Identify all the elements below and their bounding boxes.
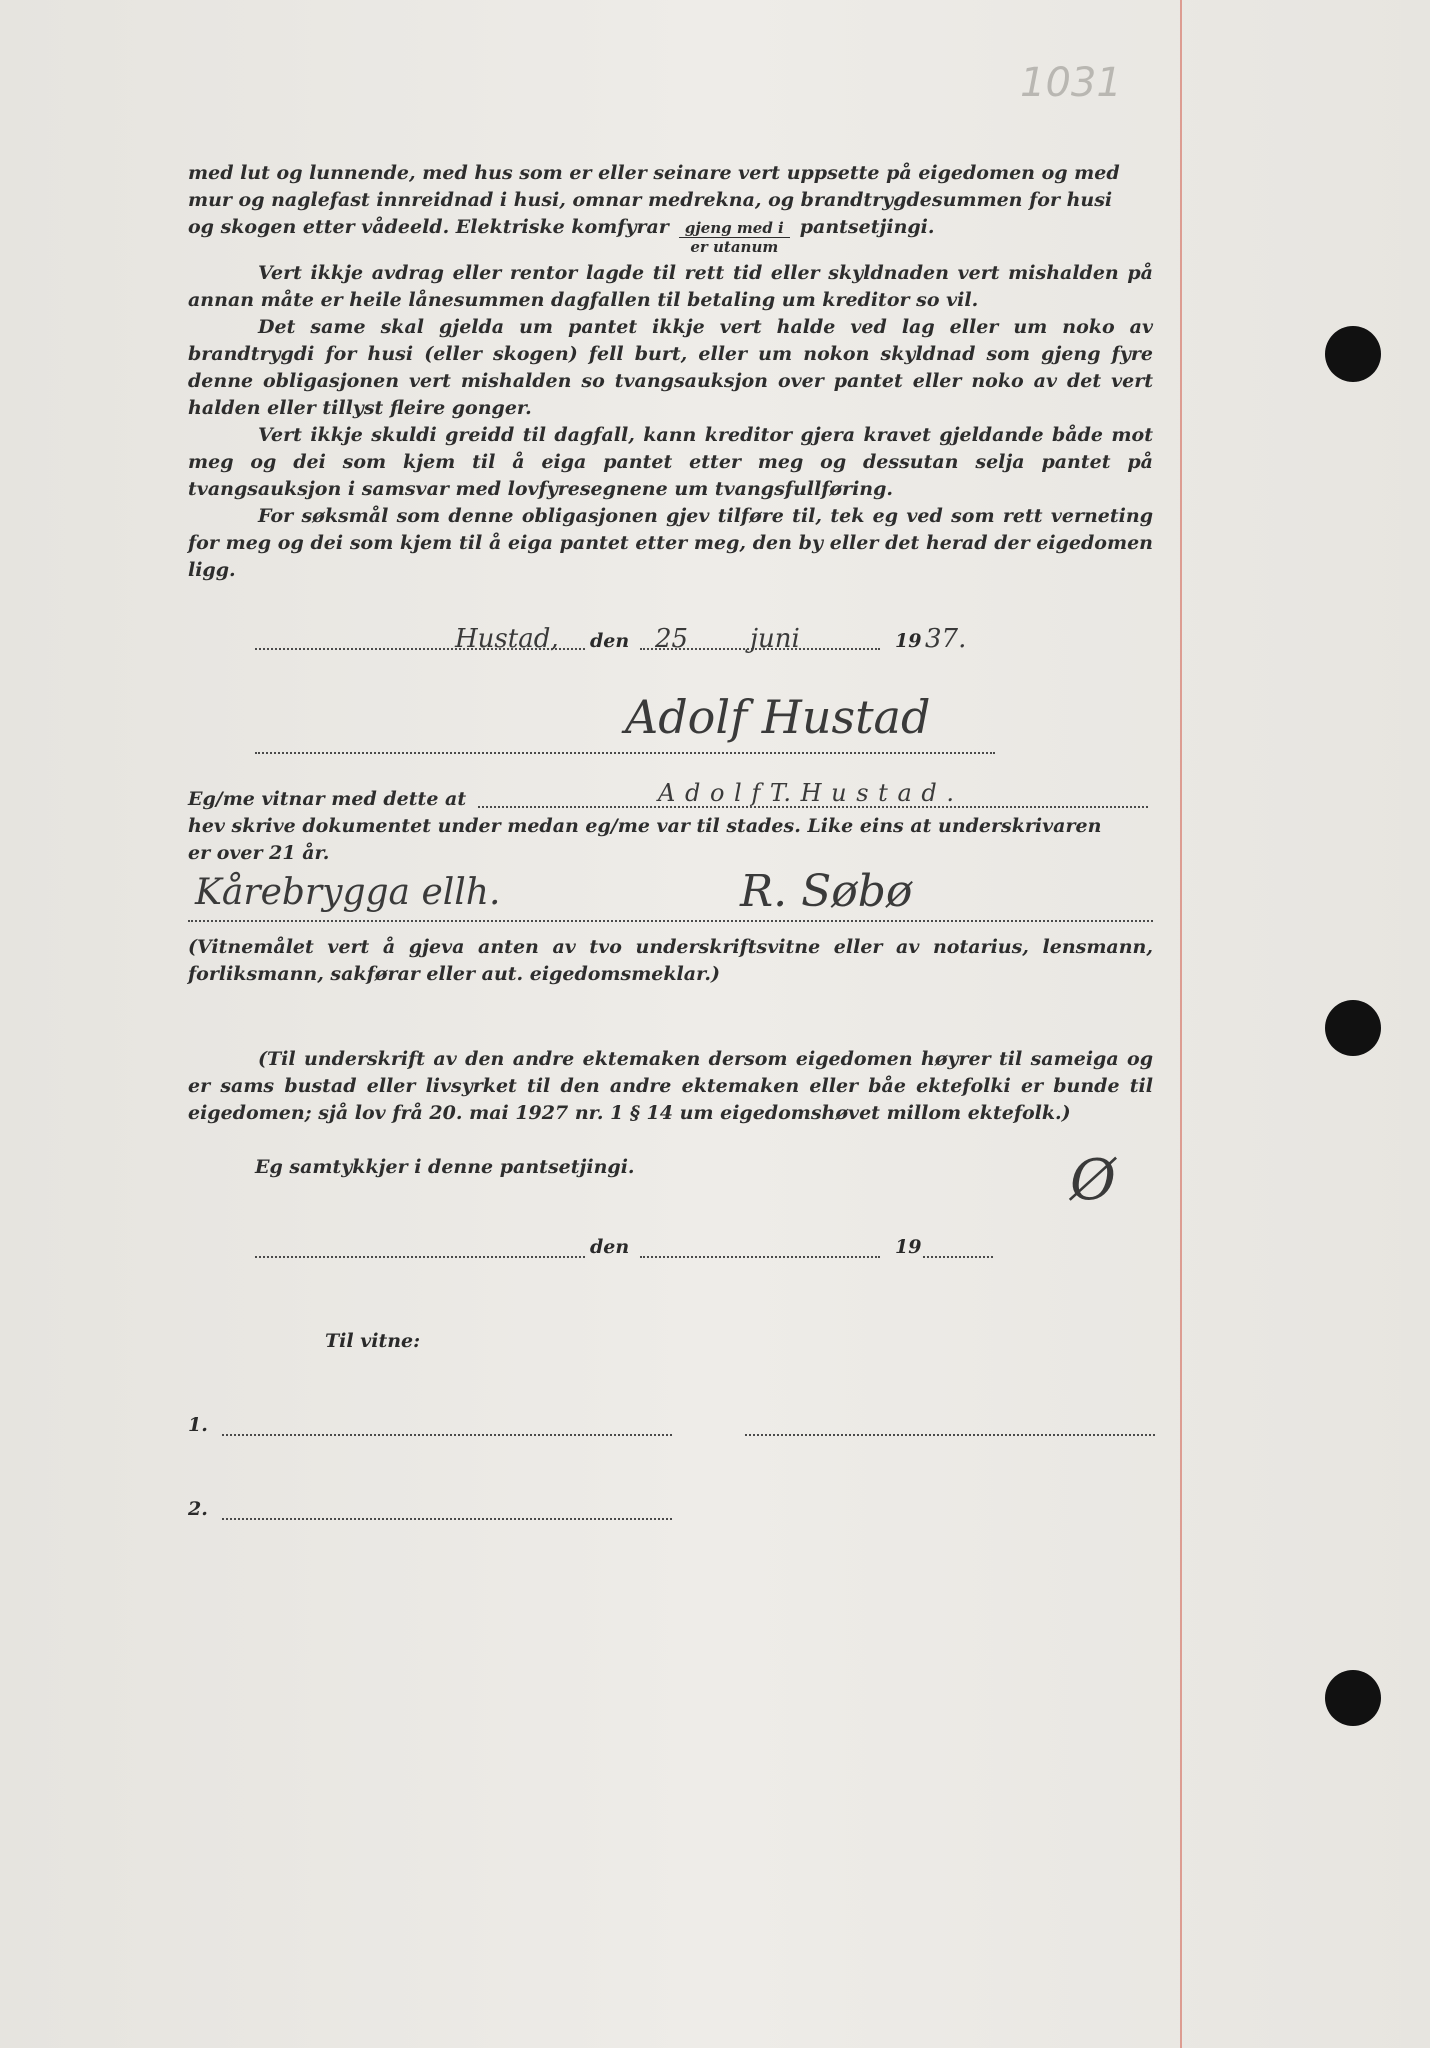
witness-signature-right: R. Søbø: [740, 866, 913, 917]
paragraph-due: Vert ikkje skuldi greidd til dagfall, kann kreditor gjera kravet gjeldande både mot meg og dei som kjem til å eiga pantet etter meg og dessutan selja pantet på tvangsauksjon i samsvar med lovfyresegnene um tvangsfullføring.: [188, 424, 1153, 500]
corner-page-mark: 1031: [1020, 60, 1122, 106]
debtor-signature: Adolf Hustad: [625, 690, 931, 744]
fraction-choice: [679, 219, 790, 256]
consent-den-label: den: [590, 1236, 630, 1258]
witness-1-dots: [222, 1434, 672, 1436]
body-line-1: med lut og lunnende, med hus som er eller seinare vert uppsette på eigedomen og med: [188, 162, 1120, 184]
red-margin-line: [1180, 0, 1182, 2048]
fraction-numerator: gjeng med i: [679, 219, 790, 238]
witness-number-2: 2.: [188, 1498, 208, 1520]
consent-year-dots: [923, 1256, 993, 1258]
witness-signature-dots: [188, 920, 1153, 922]
date-den-label: den: [590, 630, 630, 652]
witness-line-2: hev skrive dokumentet under medan eg/me var til stades. Like eins at underskrivaren: [188, 815, 1102, 837]
year-handwritten: 37.: [925, 624, 967, 654]
witness-signature-left: Kårebrygga ellh.: [195, 872, 501, 913]
signature-dots: [255, 752, 995, 754]
punch-hole-top: [1325, 326, 1381, 382]
spouse-note-text: (Til underskrift av den andre ektemaken dersom eigedomen høyrer til sameiga og er sams bustad eller livsyrket til den andre ektemaken eller båe ektefolki er bunde til eigedomen; sjå lov frå 20. mai 1927 nr. 1 § 14 um eigedomshøvet millom ektefolk.): [188, 1048, 1153, 1124]
consent-text: Eg samtykkjer i denne pantsetjingi.: [255, 1156, 635, 1178]
witness-number-1: 1.: [188, 1414, 208, 1436]
witness-1-extra-dots: [745, 1434, 1155, 1436]
place-handwritten: Hustad,: [455, 624, 559, 654]
paragraph-default: Vert ikkje avdrag eller rentor lagde til rett tid eller skyldnaden vert mishalden på annan måte er heile lånesummen dagfallen til betaling um kreditor so vil.: [188, 262, 1153, 311]
witness-intro: Eg/me vitnar med dette at: [188, 788, 467, 810]
punch-hole-bottom: [1325, 1670, 1381, 1726]
body-line-3a: og skogen etter vådeeld. Elektriske komfyrar: [188, 216, 669, 238]
witness-note-text: (Vitnemålet vert å gjeva anten av tvo underskriftsvitne eller av notarius, lensmann, forliksmann, sakførar eller aut. eigedomsmeklar.): [188, 936, 1153, 985]
paragraph-venue: For søksmål som denne obligasjonen gjev tilføre til, tek eg ved som rett verneting for meg og dei som kjem til å eiga pantet etter meg, den by eller det herad der eigedomen ligg.: [188, 505, 1153, 581]
consent-year-prefix: 19: [895, 1236, 922, 1258]
consent-place-dots: [255, 1256, 585, 1258]
paragraph-maintenance: Det same skal gjelda um pantet ikkje vert halde ved lag eller um noko av brandtrygdi for husi (eller skogen) fell burt, eller um nokon skyldnad som gjeng fyre denne obligasjonen vert mishalden so tvangsauksjon over pantet eller noko av det vert halden eller tillyst fleire gonger.: [188, 316, 1153, 419]
witness-line-3: er over 21 år.: [188, 842, 330, 864]
date-line: [255, 624, 995, 658]
witness-statement: [188, 779, 1153, 867]
day-handwritten: 25: [655, 624, 689, 654]
body-line-3: [188, 214, 1153, 256]
consent-date-line: [255, 1236, 995, 1266]
consent-line: [255, 1154, 955, 1181]
witness-note: [188, 934, 1153, 988]
spouse-note: [188, 1046, 1153, 1127]
year-prefix: 19: [895, 630, 922, 652]
consent-date-dots: [640, 1256, 880, 1258]
witness-line-1: [188, 779, 1153, 813]
body-text: [188, 160, 1153, 584]
body-line-3b: pantsetjingi.: [799, 216, 935, 238]
fraction-denominator: er utanum: [690, 238, 779, 256]
witness-typed-name: A d o l f T. H u s t a d .: [658, 779, 956, 807]
consent-initials: Ø: [1070, 1148, 1116, 1213]
body-line-2: mur og naglefast innreidnad i husi, omnar medrekna, og brandtrygdesummen for husi: [188, 189, 1113, 211]
witness-2-dots: [222, 1518, 672, 1520]
witnesses-label: Til vitne:: [325, 1330, 421, 1352]
punch-hole-middle: [1325, 1000, 1381, 1056]
month-handwritten: juni: [750, 624, 800, 654]
